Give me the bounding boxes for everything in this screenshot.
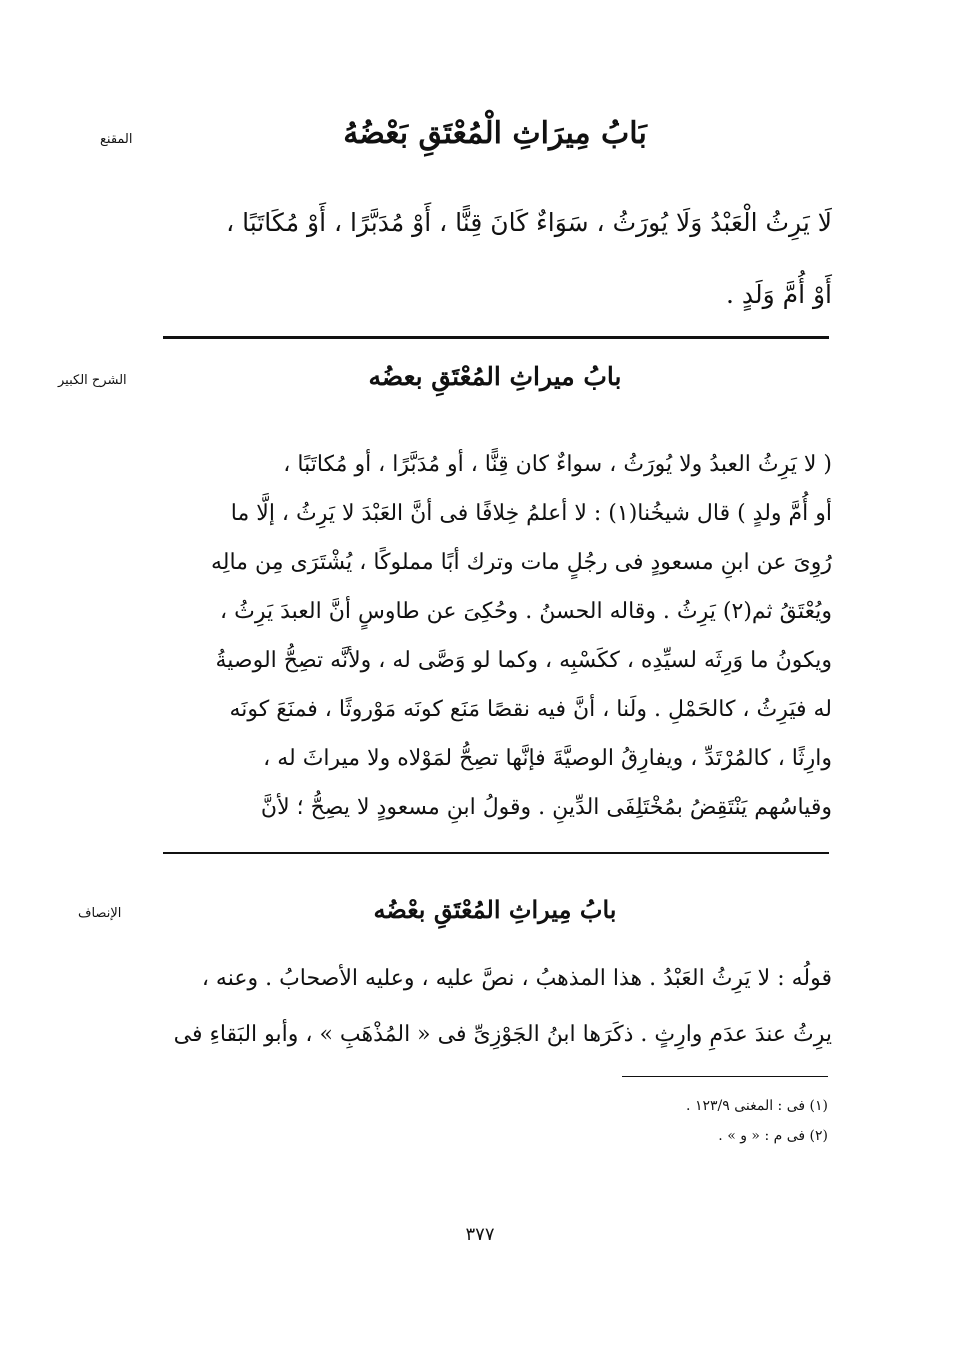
sharh-line: ويُعْتَقُ ثم(٢) يَرِثُ . وقاله الحسنُ . وحُكِىَ عن طاوسٍ أنَّ العبدَ يَرِثُ ، [220, 599, 832, 624]
side-label-insaf: الإنصاف [78, 906, 122, 921]
section-divider [163, 852, 829, 854]
muqni-title: بَابُ مِيرَاثِ الْمُعْتَقِ بَعْضُهُ [343, 116, 647, 151]
muqni-line: لَا يَرِثُ الْعَبْدُ وَلَا يُورَثُ ، سَوَاءٌ كَانَ قِنًّا ، أَوْ مُدَبَّرًا ، أَوْ مُكَاتَبًا ، [226, 208, 832, 237]
sharh-line: رُوِىَ عن ابنِ مسعودٍ فى رجُلٍ مات وترك أبًا مملوكًا ، يُشْتَرَى مِن مالِه [210, 550, 832, 575]
insaf-title: بابُ مِيراثِ المُعْتَقِ بعْضُه [373, 895, 617, 924]
sharh-title: بابُ ميراثِ المُعْتَقِ بعضُه [368, 362, 622, 391]
sharh-line: ويكونُ ما وَرِثَه لسيِّدِه ، ككَسْبِه ، وكما لو وَصَّى له ، ولأنَّه تصِحُّ الوصيةُ [215, 648, 832, 673]
sharh-line: أو أُمَّ ولدٍ ) قال شيخُنا(١) : لا أعلمُ خِلافًا فى أنَّ العَبْدَ لا يَرِثُ ، إلَّا ما [230, 501, 832, 526]
sharh-line: له فيَرِثُ ، كالحَمْلِ . ولَنا ، أنَّ فيه نقصًا مَنَع كونَه مَوْروثًا ، فمنَعَ كونَه [229, 697, 832, 722]
sharh-line: ( لا يَرِثُ العبدُ ولا يُورَثُ ، سواءٌ كان قِنًّا ، أو مُدَبَّرًا ، أو مُكاتَبًا ، [283, 452, 832, 477]
footnote: (٢) فى م : « و » . [718, 1128, 828, 1144]
muqni-line: أَوْ أُمَّ وَلَدٍ . [725, 280, 832, 309]
sharh-line: وارِثًا ، كالمُرْتَدِّ ، ويفارِقُ الوصيَّةَ فإنَّها تصِحُّ لمَوْلاه ولا ميراثَ له ، [263, 746, 832, 771]
side-label-muqni: المقنع [100, 132, 133, 147]
side-label-sharh: الشرح الكبير [58, 373, 127, 388]
footnote-separator [622, 1076, 828, 1077]
page-number: ٣٧٧ [465, 1224, 495, 1245]
insaf-line: يرِثُ عندَ عدَمِ وارِثٍ . ذكَرَها ابنُ الجَوْزِىِّ فى « المُذْهَبِ » ، وأبو البَقاءِ فى [173, 1022, 832, 1047]
sharh-line: وقياسُهم يَنْتَقِضُ بمُخْتَلِفَى الدِّينِ . وقولُ ابنِ مسعودٍ لا يصِحُّ ؛ لأنَّ [260, 795, 832, 820]
insaf-line: قولُه : لا يَرِثُ العَبْدُ . هذا المذهبُ ، نصَّ عليه ، وعليه الأصحابُ . وعنه ، [201, 966, 832, 991]
footnote: (١) فى : المغنى ١٢٣/٩ . [686, 1098, 828, 1114]
section-divider [163, 336, 829, 339]
